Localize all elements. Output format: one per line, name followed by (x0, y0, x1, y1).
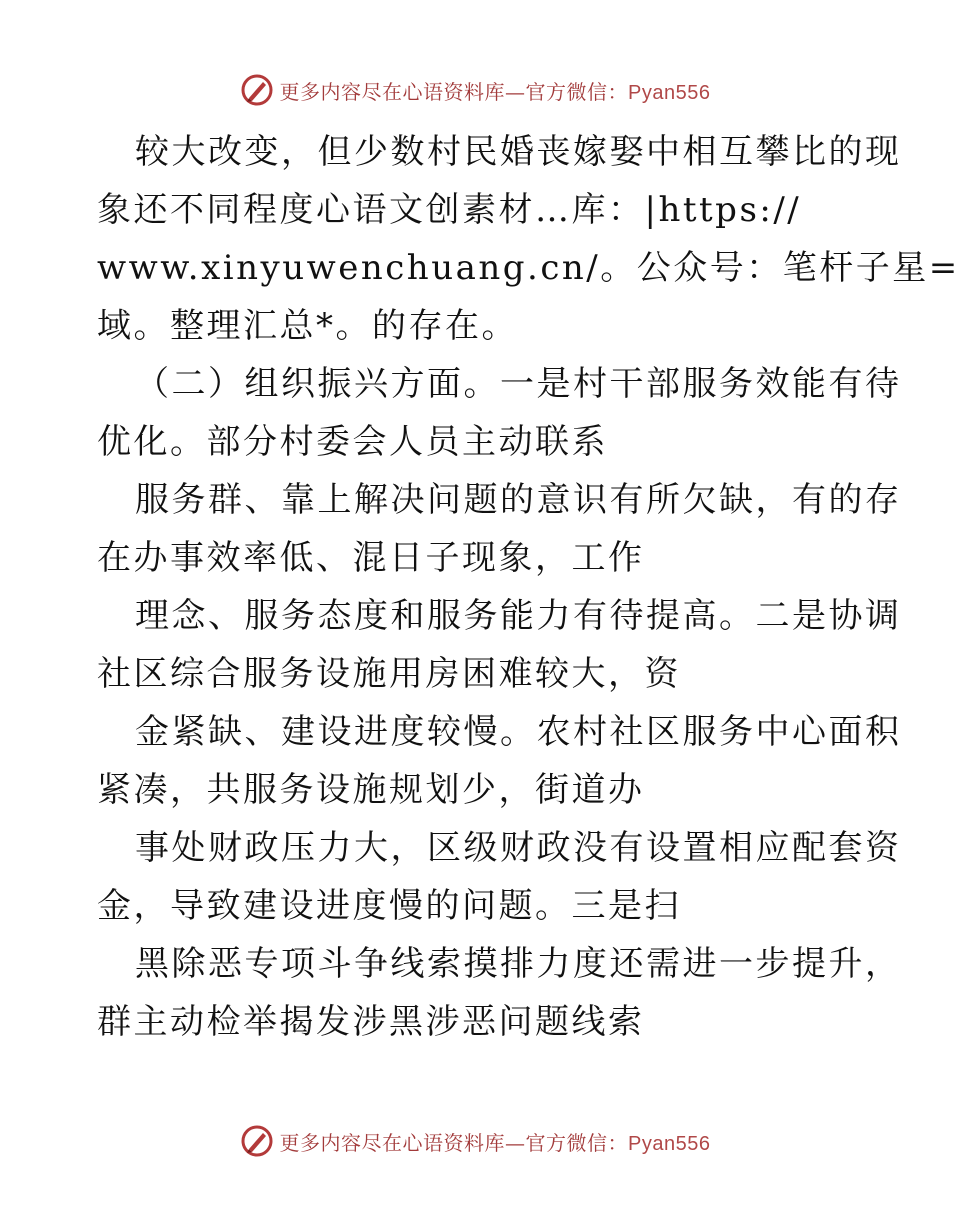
header-watermark-handle: Pyan556 (628, 81, 711, 104)
text-line: 金，导致建设进度慢的问题。三是扫 (97, 886, 681, 926)
text-line: 事处财政压力大，区级财政没有设置相应配套资 (135, 828, 902, 868)
text-line: （二）组织振兴方面。一是村干部服务效能有待 (135, 364, 902, 404)
text-line: 域。整理汇总*。的存在。 (97, 306, 518, 346)
text-line: 较大改变，但少数村民婚丧嫁娶中相互攀比的现 (135, 132, 902, 172)
text-line: 理念、服务态度和服务能力有待提高。二是协调 (135, 596, 902, 636)
text-line: 社区综合服务设施用房困难较大，资 (97, 654, 681, 694)
text-line: www.xinyuwenchuang.cn/。公众号：笔杆子星= (97, 248, 960, 288)
header-watermark (0, 70, 950, 110)
footer-watermark (0, 1121, 950, 1161)
pen-logo-icon (240, 1124, 274, 1158)
text-line: 服务群、靠上解决问题的意识有所欠缺，有的存 (135, 480, 902, 520)
text-line: 群主动检举揭发涉黑涉恶问题线索 (97, 1002, 645, 1042)
header-watermark-text: 更多内容尽在心语资料库—官方微信：Pyan556 (279, 79, 711, 104)
text-line: 在办事效率低、混日子现象，工作 (97, 538, 645, 578)
footer-watermark-text: 更多内容尽在心语资料库—官方微信：Pyan556 (279, 1130, 711, 1155)
pen-logo-icon (240, 73, 274, 107)
text-line: 金紧缺、建设进度较慢。农村社区服务中心面积 (135, 712, 902, 752)
document-body (97, 123, 960, 1051)
footer-watermark-handle: Pyan556 (628, 1132, 711, 1155)
text-line: 黑除恶专项斗争线索摸排力度还需进一步提升， (135, 944, 902, 984)
text-line: 紧凑，共服务设施规划少，街道办 (97, 770, 645, 810)
text-line: 象还不同程度心语文创素材…库：|https:// (97, 190, 802, 230)
text-line: 优化。部分村委会人员主动联系 (97, 422, 608, 462)
